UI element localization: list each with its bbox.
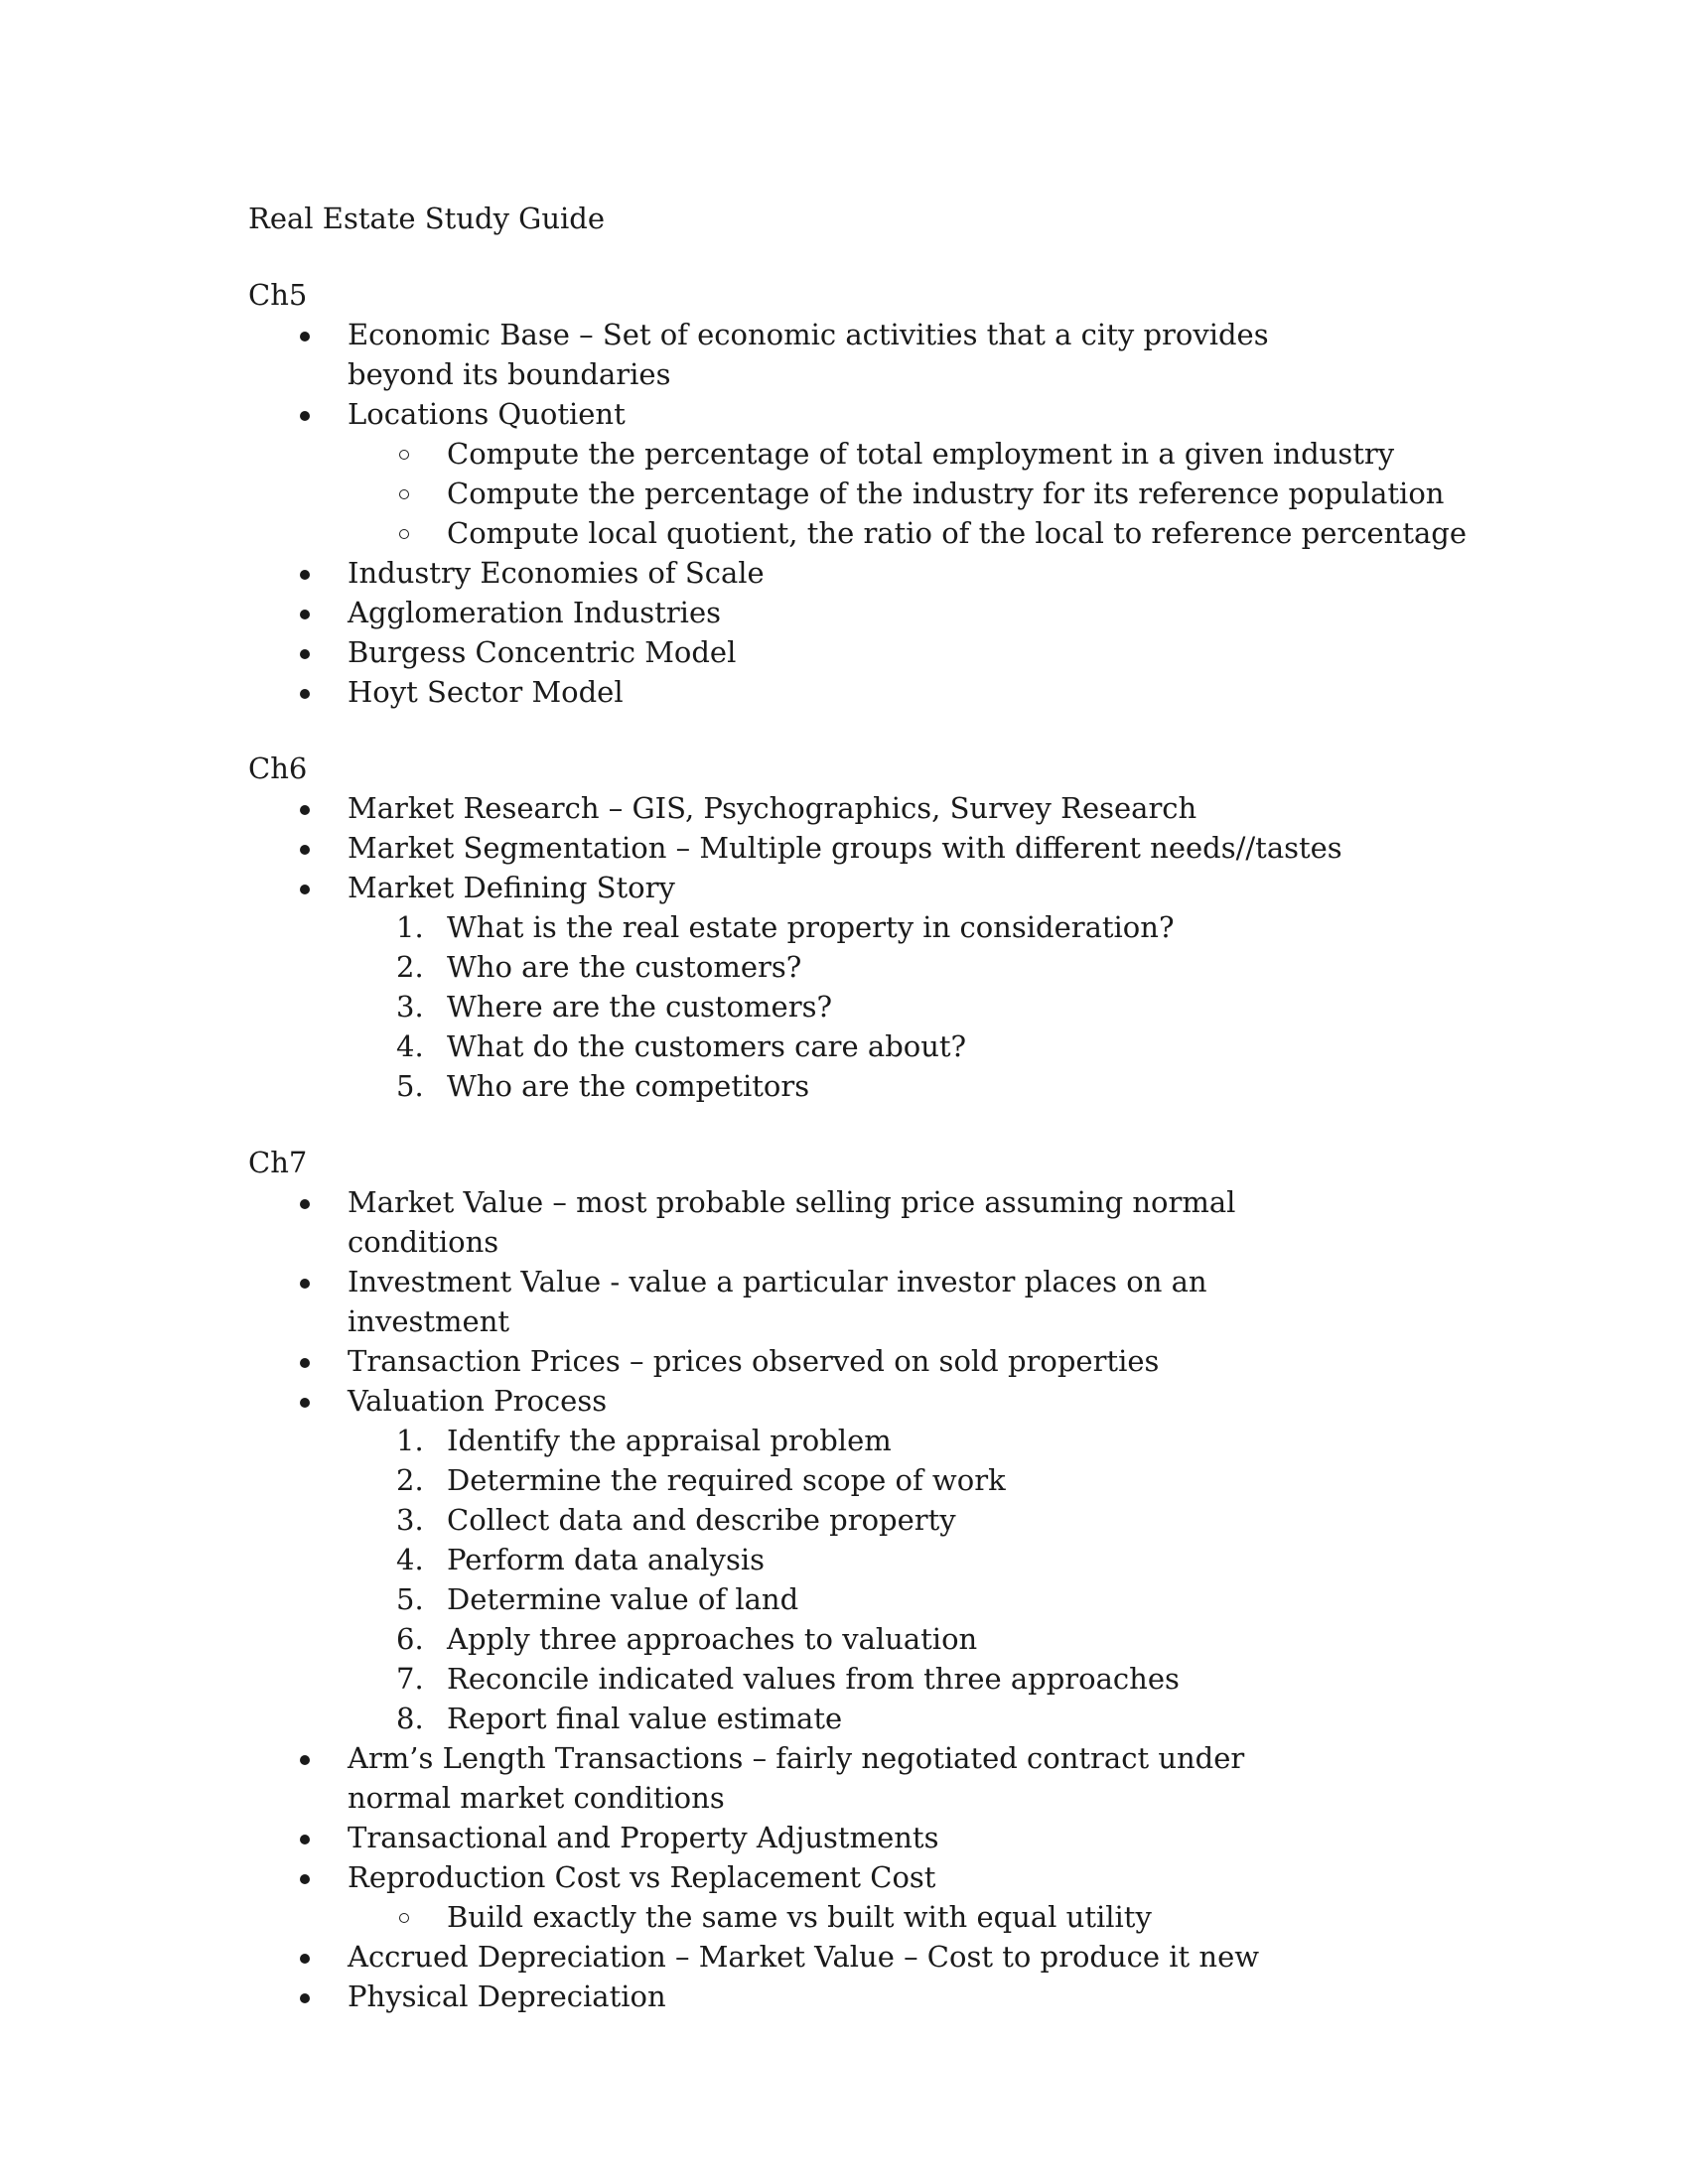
numbered-list-item bbox=[248, 1540, 1489, 1579]
list-item-text: Physical Depreciation bbox=[348, 1979, 666, 2013]
section-heading: Ch7 bbox=[248, 1146, 308, 1179]
bullet-icon bbox=[300, 1954, 310, 1964]
numbered-list-item-text: Apply three approaches to valuation bbox=[447, 1622, 978, 1656]
bullet-list bbox=[248, 1182, 1489, 2016]
sub-list-item bbox=[248, 1897, 1489, 1937]
list-number: 3. bbox=[396, 1503, 424, 1537]
numbered-list-item-text: Identify the appraisal problem bbox=[447, 1424, 892, 1457]
numbered-list-item-text: What is the real estate property in consideration? bbox=[447, 910, 1175, 944]
list-item bbox=[248, 868, 1489, 907]
bullet-icon bbox=[300, 649, 310, 659]
section-ch7 bbox=[248, 1143, 1489, 2016]
bullet-icon bbox=[300, 610, 310, 619]
list-number: 5. bbox=[396, 1582, 424, 1616]
list-item bbox=[248, 1262, 1489, 1341]
list-item-text: Burgess Concentric Model bbox=[348, 635, 737, 669]
list-item bbox=[248, 1341, 1489, 1381]
section-ch6 bbox=[248, 749, 1489, 1106]
numbered-list-item-text: Where are the customers? bbox=[447, 990, 833, 1024]
section-heading: Ch6 bbox=[248, 751, 308, 785]
hollow-bullet-icon bbox=[399, 529, 409, 539]
numbered-list-item bbox=[248, 1659, 1489, 1699]
list-item bbox=[248, 593, 1489, 632]
bullet-icon bbox=[300, 570, 310, 580]
numbered-list-item bbox=[248, 1619, 1489, 1659]
hollow-bullet-icon bbox=[399, 1913, 409, 1923]
numbered-list-item-text: Report final value estimate bbox=[447, 1702, 843, 1735]
numbered-list-item-text: Determine value of land bbox=[447, 1582, 799, 1616]
list-number: 3. bbox=[396, 990, 424, 1024]
list-number: 7. bbox=[396, 1662, 424, 1696]
numbered-list-item bbox=[248, 1500, 1489, 1540]
list-item bbox=[248, 1977, 1489, 2016]
bullet-icon bbox=[300, 689, 310, 699]
sub-list-item-text: Compute local quotient, the ratio of the local to reference percentage bbox=[447, 516, 1468, 550]
list-item-text: Hoyt Sector Model bbox=[348, 675, 624, 709]
list-item bbox=[248, 672, 1489, 712]
numbered-list-item-text: Who are the competitors bbox=[447, 1069, 810, 1103]
sub-list-item-text: Compute the percentage of total employment in a given industry bbox=[447, 437, 1395, 471]
numbered-list-item-text: Perform data analysis bbox=[447, 1543, 765, 1576]
hollow-bullet-icon bbox=[399, 489, 409, 499]
list-number: 2. bbox=[396, 950, 424, 984]
list-item-text: Investment Value - value a particular investor places on an investment bbox=[348, 1265, 1207, 1338]
list-item-text: Transactional and Property Adjustments bbox=[348, 1821, 939, 1854]
sub-list-item bbox=[248, 474, 1489, 513]
bullet-icon bbox=[300, 1358, 310, 1368]
section-ch5 bbox=[248, 275, 1489, 712]
numbered-list-item-text: What do the customers care about? bbox=[447, 1029, 967, 1063]
list-item-text: Economic Base – Set of economic activities that a city provides beyond its boundaries bbox=[348, 318, 1269, 391]
list-item bbox=[248, 1738, 1489, 1818]
bullet-list bbox=[248, 315, 1489, 712]
list-number: 5. bbox=[396, 1069, 424, 1103]
bullet-icon bbox=[300, 411, 310, 421]
numbered-list-item bbox=[248, 1579, 1489, 1619]
list-item-text: Market Segmentation – Multiple groups with different needs//tastes bbox=[348, 831, 1342, 865]
list-number: 1. bbox=[396, 910, 424, 944]
list-item-text: Market Research – GIS, Psychographics, Survey Research bbox=[348, 791, 1197, 825]
list-item bbox=[248, 788, 1489, 828]
list-item-text: Locations Quotient bbox=[348, 397, 626, 431]
section-heading: Ch5 bbox=[248, 278, 308, 312]
list-item-text: Transaction Prices – prices observed on sold properties bbox=[348, 1344, 1160, 1378]
list-item-text: Agglomeration Industries bbox=[348, 596, 721, 629]
numbered-list-item bbox=[248, 1026, 1489, 1066]
bullet-icon bbox=[300, 1874, 310, 1884]
list-item-text: Reproduction Cost vs Replacement Cost bbox=[348, 1860, 936, 1894]
bullet-icon bbox=[300, 1398, 310, 1408]
document-title: Real Estate Study Guide bbox=[248, 202, 606, 235]
numbered-list-item bbox=[248, 1699, 1489, 1738]
list-number: 8. bbox=[396, 1702, 424, 1735]
list-item bbox=[248, 1381, 1489, 1421]
numbered-list-item bbox=[248, 1421, 1489, 1460]
bullet-icon bbox=[300, 845, 310, 855]
sections-container bbox=[248, 275, 1489, 2016]
bullet-icon bbox=[300, 1835, 310, 1844]
list-item-text: Accrued Depreciation – Market Value – Cost to produce it new bbox=[348, 1940, 1260, 1974]
document-page bbox=[248, 199, 1489, 2053]
list-item bbox=[248, 394, 1489, 434]
list-number: 1. bbox=[396, 1424, 424, 1457]
list-item bbox=[248, 1818, 1489, 1857]
sub-list-item bbox=[248, 434, 1489, 474]
bullet-icon bbox=[300, 1279, 310, 1289]
list-item bbox=[248, 1937, 1489, 1977]
bullet-icon bbox=[300, 1993, 310, 2003]
list-item bbox=[248, 1182, 1489, 1262]
list-item bbox=[248, 553, 1489, 593]
numbered-list-item-text: Who are the customers? bbox=[447, 950, 802, 984]
numbered-list-item bbox=[248, 907, 1489, 947]
numbered-list-item-text: Determine the required scope of work bbox=[447, 1463, 1006, 1497]
sub-list-item bbox=[248, 513, 1489, 553]
list-number: 4. bbox=[396, 1029, 424, 1063]
list-item bbox=[248, 315, 1489, 394]
sub-list-item-text: Compute the percentage of the industry for its reference population bbox=[447, 477, 1445, 510]
numbered-list-item-text: Reconcile indicated values from three approaches bbox=[447, 1662, 1180, 1696]
list-item bbox=[248, 632, 1489, 672]
list-item bbox=[248, 1857, 1489, 1897]
bullet-list bbox=[248, 788, 1489, 1106]
list-item-text: Valuation Process bbox=[348, 1384, 608, 1418]
list-item-text: Arm’s Length Transactions – fairly negotiated contract under normal market conditions bbox=[348, 1741, 1245, 1815]
list-item-text: Market Value – most probable selling price assuming normal conditions bbox=[348, 1185, 1236, 1259]
numbered-list-item bbox=[248, 947, 1489, 987]
list-item-text: Industry Economies of Scale bbox=[348, 556, 765, 590]
bullet-icon bbox=[300, 332, 310, 341]
hollow-bullet-icon bbox=[399, 450, 409, 460]
bullet-icon bbox=[300, 885, 310, 894]
list-number: 2. bbox=[396, 1463, 424, 1497]
numbered-list-item bbox=[248, 1460, 1489, 1500]
list-number: 4. bbox=[396, 1543, 424, 1576]
sub-list-item-text: Build exactly the same vs built with equal utility bbox=[447, 1900, 1152, 1934]
list-item-text: Market Defining Story bbox=[348, 871, 675, 904]
numbered-list-item bbox=[248, 987, 1489, 1026]
list-number: 6. bbox=[396, 1622, 424, 1656]
bullet-icon bbox=[300, 805, 310, 815]
bullet-icon bbox=[300, 1755, 310, 1765]
numbered-list-item bbox=[248, 1066, 1489, 1106]
list-item bbox=[248, 828, 1489, 868]
numbered-list-item-text: Collect data and describe property bbox=[447, 1503, 956, 1537]
bullet-icon bbox=[300, 1199, 310, 1209]
